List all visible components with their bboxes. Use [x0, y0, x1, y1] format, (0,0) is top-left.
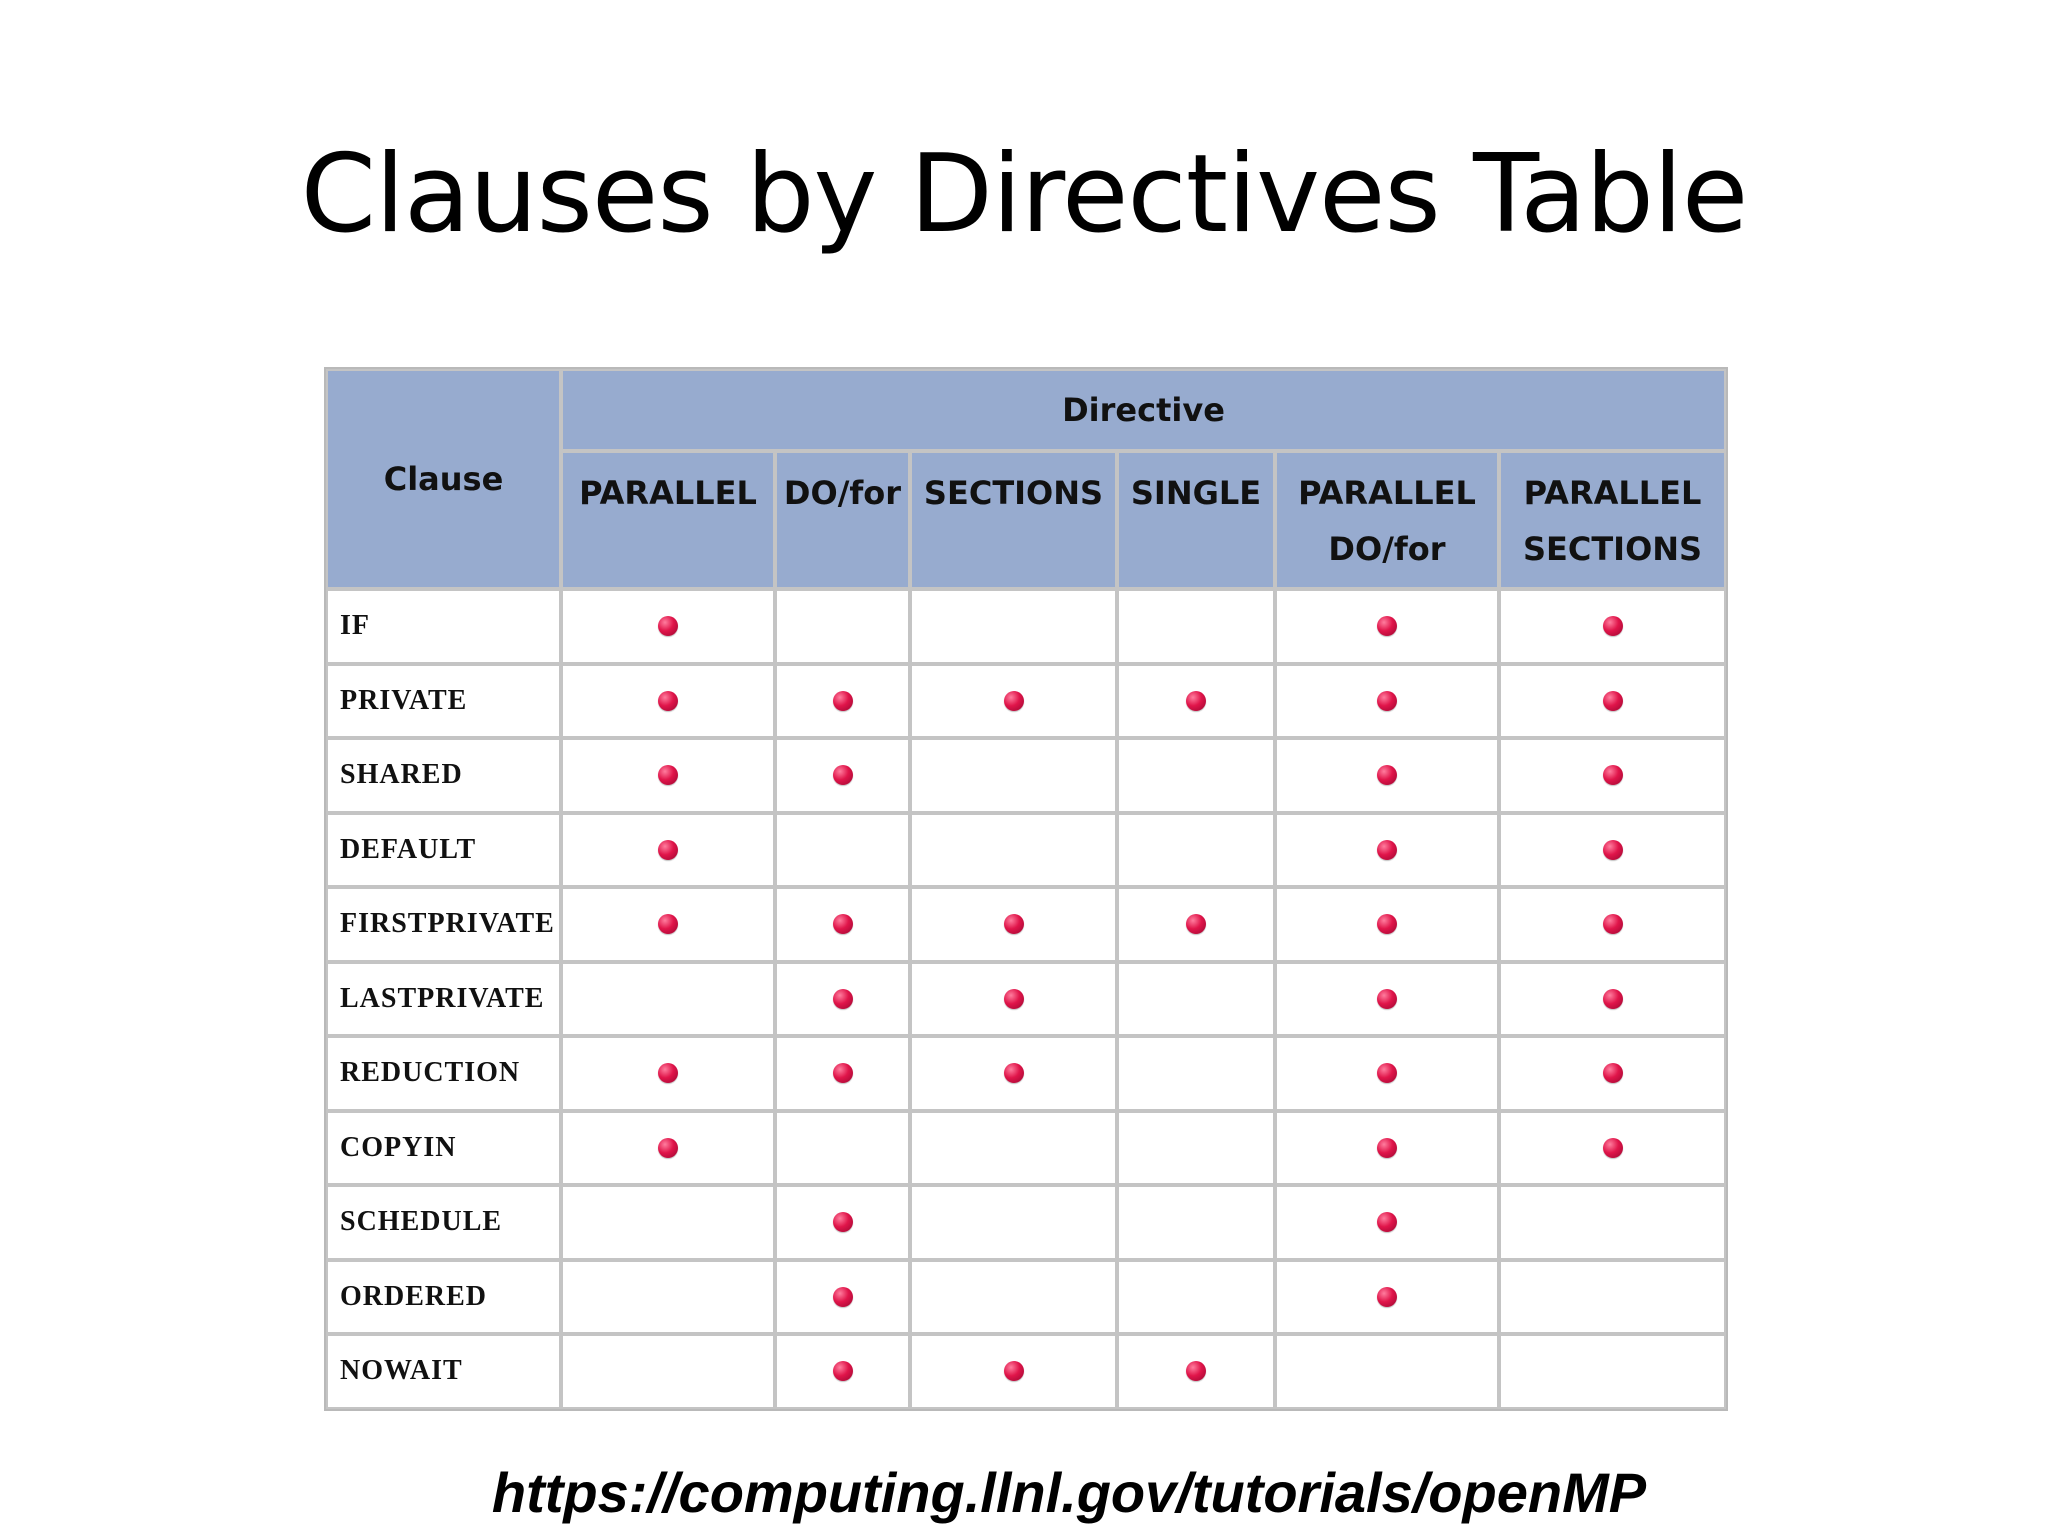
red-bullet-icon: [1377, 1063, 1397, 1083]
red-bullet-icon: [1377, 1138, 1397, 1158]
table-cell: [1499, 1036, 1726, 1111]
table-row: [326, 1036, 1726, 1111]
red-bullet-icon: [658, 1138, 678, 1158]
table-cell: [1275, 813, 1499, 888]
red-bullet-icon: [658, 765, 678, 785]
table-cell: [910, 1334, 1117, 1409]
red-bullet-icon: [1186, 691, 1206, 711]
red-bullet-icon: [833, 914, 853, 934]
table-cell: [1117, 738, 1275, 813]
directive-header-line1: PARALLEL: [1298, 474, 1476, 512]
clause-name: DEFAULT: [326, 813, 561, 888]
table-cell: [910, 887, 1117, 962]
table-cell: [1275, 1111, 1499, 1186]
table-cell: [1117, 962, 1275, 1037]
table-cell: [1275, 664, 1499, 739]
table-cell: [561, 1036, 775, 1111]
directive-header-line1: SECTIONS: [923, 474, 1104, 512]
table-row: [326, 813, 1726, 888]
table-cell: [775, 664, 910, 739]
table-cell: [1275, 589, 1499, 664]
directive-header-4: [1275, 451, 1499, 589]
table-cell: [775, 1334, 910, 1409]
table-cell: [1117, 1260, 1275, 1335]
table-cell: [1117, 887, 1275, 962]
table-cell: [1275, 1036, 1499, 1111]
table-cell: [561, 813, 775, 888]
red-bullet-icon: [1004, 914, 1024, 934]
table-cell: [561, 1111, 775, 1186]
red-bullet-icon: [1186, 1361, 1206, 1381]
red-bullet-icon: [1603, 691, 1623, 711]
table-cell: [910, 738, 1117, 813]
source-citation: [0, 1458, 2048, 1528]
table-cell: [1275, 738, 1499, 813]
directive-header-line2: DO/for: [1328, 530, 1446, 568]
red-bullet-icon: [1377, 1212, 1397, 1232]
table-cell: [1499, 1334, 1726, 1409]
table-cell: [910, 589, 1117, 664]
table-cell: [775, 813, 910, 888]
table-cell: [910, 1036, 1117, 1111]
table-cell: [910, 1185, 1117, 1260]
table-cell: [1499, 887, 1726, 962]
table-cell: [561, 1334, 775, 1409]
red-bullet-icon: [833, 1361, 853, 1381]
directive-header-line1: DO/for: [783, 474, 902, 512]
directive-header-0: [561, 451, 775, 589]
table-cell: [775, 1260, 910, 1335]
table-cell: [1117, 813, 1275, 888]
table-cell: [775, 738, 910, 813]
red-bullet-icon: [1603, 914, 1623, 934]
clause-name: REDUCTION: [326, 1036, 561, 1111]
red-bullet-icon: [1603, 765, 1623, 785]
slide-title: Clauses by Directives Table: [300, 132, 1748, 257]
directive-header-line1: PARALLEL: [579, 474, 757, 512]
table-body: [326, 589, 1726, 1409]
red-bullet-icon: [1603, 616, 1623, 636]
table-cell: [1117, 1036, 1275, 1111]
clause-name: ORDERED: [326, 1260, 561, 1335]
red-bullet-icon: [833, 691, 853, 711]
clause-name: SCHEDULE: [326, 1185, 561, 1260]
table-cell: [1499, 1185, 1726, 1260]
table-cell: [775, 1111, 910, 1186]
table-cell: [910, 962, 1117, 1037]
table-row: [326, 1260, 1726, 1335]
table-cell: [1117, 1185, 1275, 1260]
table-cell: [1499, 589, 1726, 664]
red-bullet-icon: [1004, 989, 1024, 1009]
clause-name: SHARED: [326, 738, 561, 813]
red-bullet-icon: [833, 1212, 853, 1232]
red-bullet-icon: [1377, 616, 1397, 636]
table-cell: [1499, 1111, 1726, 1186]
table-row: [326, 1111, 1726, 1186]
table-cell: [561, 738, 775, 813]
table-cell: [1117, 664, 1275, 739]
red-bullet-icon: [1377, 989, 1397, 1009]
table-cell: [910, 813, 1117, 888]
table-cell: [1499, 1260, 1726, 1335]
table-cell: [1275, 1334, 1499, 1409]
red-bullet-icon: [1004, 691, 1024, 711]
table-row: [326, 664, 1726, 739]
red-bullet-icon: [1377, 840, 1397, 860]
clause-name: FIRSTPRIVATE: [326, 887, 561, 962]
table-cell: [775, 887, 910, 962]
red-bullet-icon: [833, 1063, 853, 1083]
table-cell: [1275, 962, 1499, 1037]
directive-header-line1: SINGLE: [1130, 474, 1262, 512]
table-cell: [775, 962, 910, 1037]
table-cell: [1117, 1111, 1275, 1186]
red-bullet-icon: [833, 765, 853, 785]
red-bullet-icon: [833, 989, 853, 1009]
clauses-by-directives-table: [324, 367, 1728, 1411]
table-cell: [1499, 664, 1726, 739]
red-bullet-icon: [1603, 840, 1623, 860]
red-bullet-icon: [658, 691, 678, 711]
table-cell: [1275, 887, 1499, 962]
table-cell: [561, 1185, 775, 1260]
table-container: [324, 367, 1724, 1403]
red-bullet-icon: [1603, 1063, 1623, 1083]
table-cell: [1117, 589, 1275, 664]
table-cell: [1499, 738, 1726, 813]
red-bullet-icon: [833, 1287, 853, 1307]
table-cell: [1499, 813, 1726, 888]
directive-header-3: [1117, 451, 1275, 589]
red-bullet-icon: [658, 616, 678, 636]
directive-header-line2: SECTIONS: [1522, 530, 1703, 568]
table-cell: [775, 1185, 910, 1260]
table-cell: [561, 589, 775, 664]
table-row: [326, 962, 1726, 1037]
table-cell: [561, 887, 775, 962]
source-url: https://computing.llnl.gov/tutorials/openMP: [491, 1461, 1647, 1524]
table-row: [326, 738, 1726, 813]
clause-name: PRIVATE: [326, 664, 561, 739]
red-bullet-icon: [1004, 1063, 1024, 1083]
table-cell: [775, 589, 910, 664]
table-row: [326, 1334, 1726, 1409]
table-cell: [910, 1260, 1117, 1335]
red-bullet-icon: [1377, 691, 1397, 711]
table-row: [326, 1185, 1726, 1260]
red-bullet-icon: [1377, 765, 1397, 785]
table-cell: [561, 962, 775, 1037]
clause-name: NOWAIT: [326, 1334, 561, 1409]
table-cell: [775, 1036, 910, 1111]
red-bullet-icon: [1603, 1138, 1623, 1158]
table-cell: [561, 664, 775, 739]
directive-header-5: [1499, 451, 1726, 589]
clause-name: IF: [326, 589, 561, 664]
table-cell: [910, 664, 1117, 739]
directive-header-2: [910, 451, 1117, 589]
table-cell: [1499, 962, 1726, 1037]
red-bullet-icon: [1377, 1287, 1397, 1307]
table-cell: [1275, 1185, 1499, 1260]
red-bullet-icon: [1186, 914, 1206, 934]
red-bullet-icon: [1004, 1361, 1024, 1381]
red-bullet-icon: [658, 1063, 678, 1083]
directive-header-line1: PARALLEL: [1523, 474, 1702, 512]
clause-name: COPYIN: [326, 1111, 561, 1186]
directive-group-header: Directive: [561, 369, 1726, 451]
table-row: [326, 887, 1726, 962]
table-row: [326, 589, 1726, 664]
red-bullet-icon: [658, 914, 678, 934]
red-bullet-icon: [1603, 989, 1623, 1009]
clause-name: LASTPRIVATE: [326, 962, 561, 1037]
table-cell: [1275, 1260, 1499, 1335]
clause-column-header: Clause: [326, 369, 561, 589]
red-bullet-icon: [1377, 914, 1397, 934]
red-bullet-icon: [658, 840, 678, 860]
table-cell: [910, 1111, 1117, 1186]
directive-header-1: [775, 451, 910, 589]
table-cell: [1117, 1334, 1275, 1409]
table-cell: [561, 1260, 775, 1335]
